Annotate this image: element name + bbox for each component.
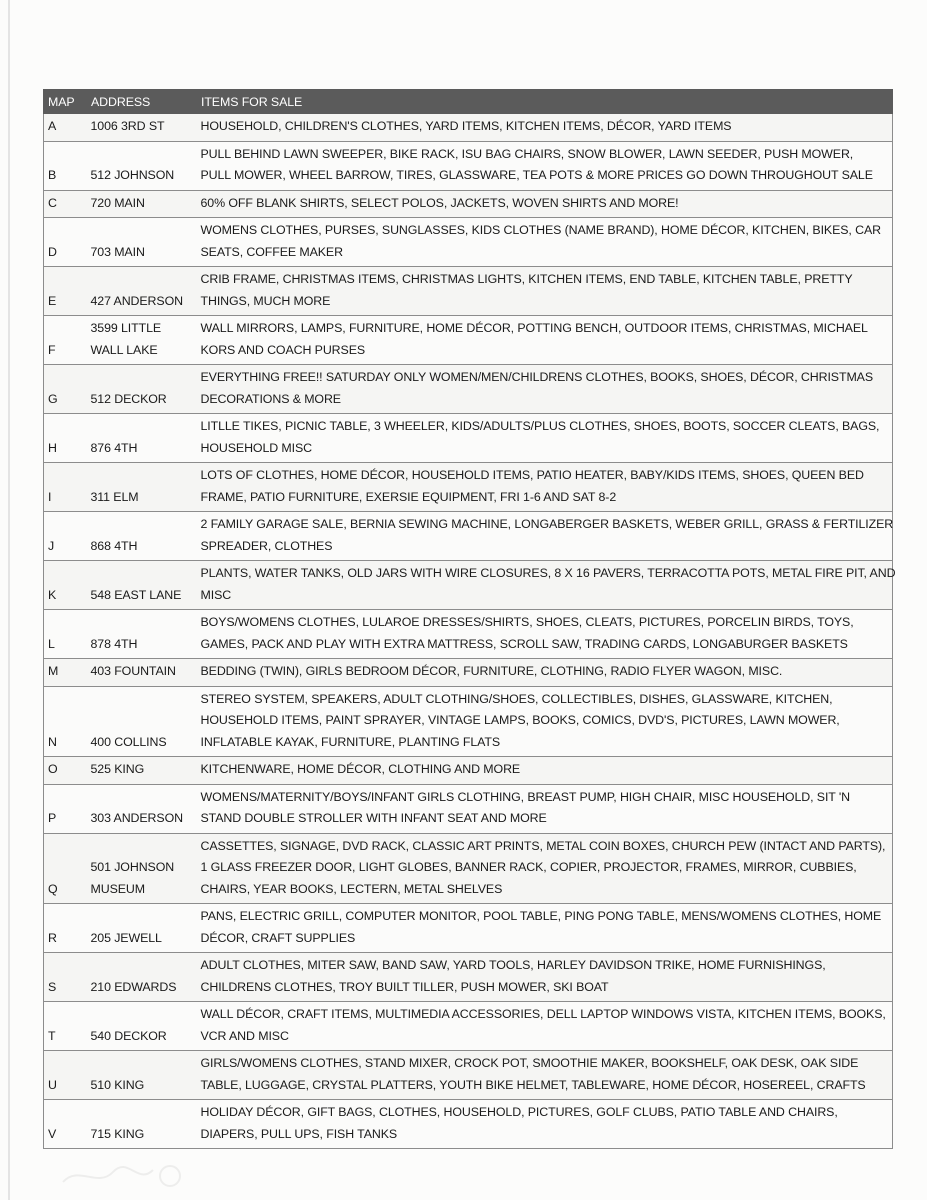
items-line: VCR AND MISC [200, 1028, 289, 1043]
items-line: LITLLE TIKES, PICNIC TABLE, 3 WHEELER, KIDS/ADULTS/PLUS CLOTHES, SHOES, BOOTS, SOCCER CLEATS, BAGS, [200, 419, 880, 433]
address-cell [87, 833, 197, 904]
address-cell [87, 610, 197, 659]
address-line: 427 ANDERSON [90, 293, 183, 308]
address-line: 868 4TH [90, 538, 138, 553]
address-cell [87, 686, 197, 757]
address-cell [87, 267, 197, 316]
address-line: 1006 3RD ST [90, 119, 165, 133]
items-line: KORS AND COACH PURSES [200, 342, 366, 357]
table-row [44, 784, 893, 833]
items-line: KITCHENWARE, HOME DÉCOR, CLOTHING AND MORE [200, 762, 521, 776]
items-cell [197, 218, 893, 267]
address-line: 876 4TH [90, 440, 138, 455]
address-line: 3599 LITTLE [90, 321, 162, 335]
map-letter: U [44, 1051, 87, 1100]
address-cell [87, 784, 197, 833]
header-row [44, 90, 893, 114]
items-line: DECORATIONS & MORE [200, 391, 341, 406]
address-line: 210 EDWARDS [90, 979, 177, 994]
address-line: MUSEUM [90, 881, 145, 896]
address-cell [87, 218, 197, 267]
items-cell [197, 512, 893, 561]
items-cell [197, 463, 893, 512]
items-line: FRAME, PATIO FURNITURE, EXERSIE EQUIPMENT, FRI 1-6 AND SAT 8-2 [200, 489, 617, 504]
map-letter: S [44, 953, 87, 1002]
items-line: THINGS, MUCH MORE [200, 293, 331, 308]
address-cell [87, 190, 197, 218]
items-cell [197, 1002, 893, 1051]
address-line: 715 KING [90, 1126, 145, 1141]
table-row [44, 953, 893, 1002]
items-line: CASSETTES, SIGNAGE, DVD RACK, CLASSIC ART PRINTS, METAL COIN BOXES, CHURCH PEW (INTACT AND PARTS), [200, 838, 886, 853]
items-line: HOUSEHOLD MISC [200, 440, 313, 455]
address-cell [87, 757, 197, 785]
items-line: TABLE, LUGGAGE, CRYSTAL PLATTERS, YOUTH BIKE HELMET, TABLEWARE, HOME DÉCOR, HOSEREEL, CRAFTS [200, 1077, 866, 1092]
table-body [44, 114, 896, 1149]
items-line: BOYS/WOMENS CLOTHES, LULAROE DRESSES/SHIRTS, SHOES, CLEATS, PICTURES, PORCELIN BIRDS, TOYS, [200, 615, 854, 629]
map-letter: D [44, 218, 87, 267]
table-row [44, 267, 893, 316]
map-letter: B [44, 141, 87, 190]
items-line: DÉCOR, CRAFT SUPPLIES [200, 930, 356, 945]
items-line: GIRLS/WOMENS CLOTHES, STAND MIXER, CROCK POT, SMOOTHIE MAKER, BOOKSHELF, OAK DESK, OAK SIDE [200, 1056, 859, 1070]
table-row [44, 1051, 893, 1100]
items-line: STAND DOUBLE STROLLER WITH INFANT SEAT AND MORE [200, 811, 547, 825]
items-line: CHILDRENS CLOTHES, TROY BUILT TILLER, PUSH MOWER, SKI BOAT [200, 979, 609, 994]
address-line: 548 EAST LANE [90, 587, 182, 602]
table-row [44, 904, 893, 953]
address-line: 403 FOUNTAIN [90, 664, 176, 678]
items-line: WALL DÉCOR, CRAFT ITEMS, MULTIMEDIA ACCESSORIES, DELL LAPTOP WINDOWS VISTA, KITCHEN ITEMS, BOOKS, [200, 1007, 886, 1021]
address-line: 512 JOHNSON [90, 168, 175, 182]
table-row [44, 686, 893, 757]
items-line: LOTS OF CLOTHES, HOME DÉCOR, HOUSEHOLD ITEMS, PATIO HEATER, BABY/KIDS ITEMS, SHOES, QUEEN BED [200, 468, 864, 482]
items-line: CRIB FRAME, CHRISTMAS ITEMS, CHRISTMAS LIGHTS, KITCHEN ITEMS, END TABLE, KITCHEN TABLE, PRETTY [200, 272, 853, 286]
address-line: 512 DECKOR [90, 391, 167, 406]
table-row [44, 141, 893, 190]
items-line: 60% OFF BLANK SHIRTS, SELECT POLOS, JACKETS, WOVEN SHIRTS AND MORE! [200, 195, 679, 210]
items-line: STEREO SYSTEM, SPEAKERS, ADULT CLOTHING/SHOES, COLLECTIBLES, DISHES, GLASSWARE, KITCHEN, [200, 691, 833, 706]
items-cell [197, 190, 893, 218]
map-letter: O [44, 757, 87, 785]
map-letter: E [44, 267, 87, 316]
table-row [44, 365, 893, 414]
map-letter: N [44, 686, 87, 757]
address-line: 720 MAIN [90, 195, 145, 210]
header-address: ADDRESS [87, 90, 197, 114]
items-cell [197, 267, 893, 316]
items-cell [197, 316, 893, 365]
address-cell [87, 953, 197, 1002]
table-row [44, 757, 893, 785]
address-cell [87, 561, 197, 610]
address-line: 501 JOHNSON [90, 860, 175, 874]
items-line: 1 GLASS FREEZER DOOR, LIGHT GLOBES, BANNER RACK, COPIER, PROJECTOR, FRAMES, MIRROR, CUBBIES, [200, 860, 857, 874]
map-letter: H [44, 414, 87, 463]
table-row [44, 414, 893, 463]
table-header [44, 90, 893, 114]
items-line: PULL BEHIND LAWN SWEEPER, BIKE RACK, ISU BAG CHAIRS, SNOW BLOWER, LAWN SEEDER, PUSH MOWER, [200, 146, 854, 161]
address-cell [87, 659, 197, 687]
items-cell [197, 904, 893, 953]
items-cell [197, 833, 893, 904]
address-cell [87, 1100, 197, 1149]
address-line: 303 ANDERSON [90, 811, 183, 825]
scan-edge-shadow [8, 0, 10, 1200]
address-line: 205 JEWELL [90, 930, 162, 945]
items-line: HOUSEHOLD ITEMS, PAINT SPRAYER, VINTAGE LAMPS, BOOKS, COMICS, DVD'S, PICTURES, LAWN MOWER, [200, 713, 840, 727]
table-row [44, 610, 893, 659]
table-row [44, 316, 893, 365]
map-letter: K [44, 561, 87, 610]
table-row [44, 561, 893, 610]
items-line: BEDDING (TWIN), GIRLS BEDROOM DÉCOR, FURNITURE, CLOTHING, RADIO FLYER WAGON, MISC. [200, 664, 783, 678]
table-row [44, 218, 893, 267]
address-line: 525 KING [90, 762, 145, 776]
items-cell [197, 953, 893, 1002]
items-cell [197, 610, 893, 659]
items-cell [197, 114, 893, 142]
items-cell [197, 686, 893, 757]
items-cell [197, 561, 896, 610]
map-letter: M [44, 659, 87, 687]
items-line: GAMES, PACK AND PLAY WITH EXTRA MATTRESS, SCROLL SAW, TRADING CARDS, LONGABURGER BASKETS [200, 636, 848, 651]
table-row [44, 463, 893, 512]
address-line: 510 KING [90, 1077, 145, 1092]
address-cell [87, 414, 197, 463]
faint-stamp-mark [58, 1160, 188, 1190]
items-line: CHAIRS, YEAR BOOKS, LECTERN, METAL SHELVES [200, 881, 503, 896]
map-letter: T [44, 1002, 87, 1051]
items-line: INFLATABLE KAYAK, FURNITURE, PLANTING FLATS [200, 734, 501, 749]
map-letter: I [44, 463, 87, 512]
address-line: 878 4TH [90, 636, 138, 651]
header-map: MAP [44, 90, 87, 114]
items-line: SPREADER, CLOTHES [200, 538, 333, 553]
address-cell [87, 114, 197, 142]
address-line: 540 DECKOR [90, 1028, 167, 1043]
map-letter: C [44, 190, 87, 218]
items-line: 2 FAMILY GARAGE SALE, BERNIA SEWING MACHINE, LONGABERGER BASKETS, WEBER GRILL, GRASS & FERTILIZER [200, 517, 894, 531]
garage-sale-table [43, 89, 896, 1149]
items-cell [197, 141, 893, 190]
items-line: HOLIDAY DÉCOR, GIFT BAGS, CLOTHES, HOUSEHOLD, PICTURES, GOLF CLUBS, PATIO TABLE AND CHAIRS, [200, 1105, 838, 1119]
items-line: SEATS, COFFEE MAKER [200, 244, 343, 259]
address-cell [87, 904, 197, 953]
table-row [44, 114, 893, 142]
items-cell [197, 757, 893, 785]
map-letter: L [44, 610, 87, 659]
items-line: HOUSEHOLD, CHILDREN'S CLOTHES, YARD ITEMS, KITCHEN ITEMS, DÉCOR, YARD ITEMS [200, 119, 732, 133]
items-line: DIAPERS, PULL UPS, FISH TANKS [200, 1126, 398, 1141]
address-line: WALL LAKE [90, 342, 158, 357]
items-cell [197, 784, 893, 833]
table-row [44, 1002, 893, 1051]
items-line: PULL MOWER, WHEEL BARROW, TIRES, GLASSWARE, TEA POTS & MORE PRICES GO DOWN THROUGHOUT SALE [200, 168, 873, 182]
items-line: WOMENS CLOTHES, PURSES, SUNGLASSES, KIDS CLOTHES (NAME BRAND), HOME DÉCOR, KITCHEN, BIKES, CAR [200, 223, 881, 237]
table-row [44, 1100, 893, 1149]
map-letter: A [44, 114, 87, 142]
items-cell [197, 365, 893, 414]
items-line: ADULT CLOTHES, MITER SAW, BAND SAW, YARD TOOLS, HARLEY DAVIDSON TRIKE, HOME FURNISHINGS, [200, 958, 826, 972]
address-cell [87, 512, 197, 561]
items-cell [197, 1051, 893, 1100]
items-cell [197, 659, 893, 687]
map-letter: R [44, 904, 87, 953]
map-letter: G [44, 365, 87, 414]
table-row [44, 833, 893, 904]
table-row [44, 659, 893, 687]
items-line: WALL MIRRORS, LAMPS, FURNITURE, HOME DÉCOR, POTTING BENCH, OUTDOOR ITEMS, CHRISTMAS, MICHAEL [200, 321, 868, 335]
address-line: 311 ELM [90, 489, 139, 504]
items-line: WOMENS/MATERNITY/BOYS/INFANT GIRLS CLOTHING, BREAST PUMP, HIGH CHAIR, MISC HOUSEHOLD, SIT 'N [200, 789, 851, 804]
map-letter: V [44, 1100, 87, 1149]
map-letter: J [44, 512, 87, 561]
address-cell [87, 316, 197, 365]
items-line: MISC [200, 587, 232, 602]
address-cell [87, 1002, 197, 1051]
header-items: ITEMS FOR SALE [197, 90, 893, 114]
items-line: PLANTS, WATER TANKS, OLD JARS WITH WIRE CLOSURES, 8 X 16 PAVERS, TERRACOTTA POTS, METAL FIRE PIT, AND [200, 566, 896, 580]
items-cell [197, 1100, 893, 1149]
address-cell [87, 463, 197, 512]
address-line: 400 COLLINS [90, 734, 167, 749]
address-cell [87, 141, 197, 190]
map-letter: P [44, 784, 87, 833]
table-row [44, 190, 893, 218]
items-cell [197, 414, 893, 463]
items-line: EVERYTHING FREE!! SATURDAY ONLY WOMEN/MEN/CHILDRENS CLOTHES, BOOKS, SHOES, DÉCOR, CHRISTMAS [200, 370, 873, 384]
map-letter: F [44, 316, 87, 365]
address-cell [87, 1051, 197, 1100]
map-letter: Q [44, 833, 87, 904]
table-row [44, 512, 893, 561]
address-line: 703 MAIN [90, 244, 145, 259]
address-cell [87, 365, 197, 414]
items-line: PANS, ELECTRIC GRILL, COMPUTER MONITOR, POOL TABLE, PING PONG TABLE, MENS/WOMENS CLOTHES, HOME [200, 909, 882, 923]
